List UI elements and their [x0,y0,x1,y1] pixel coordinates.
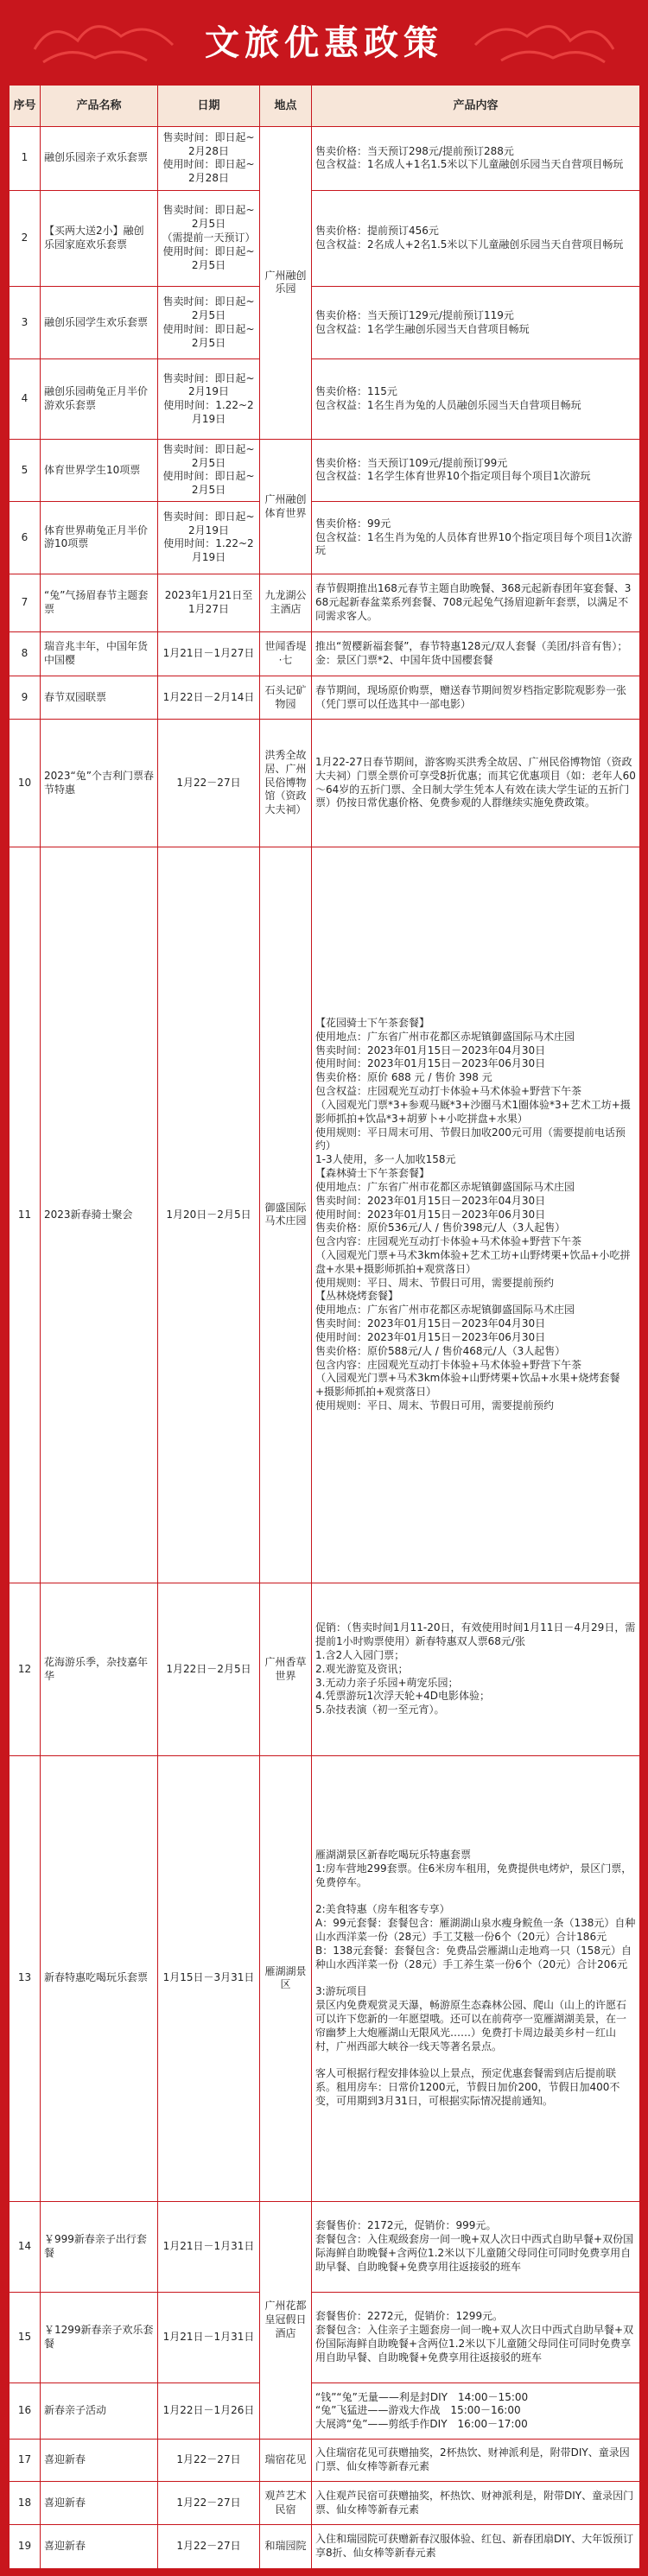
product-content: 入住和瑞园院可获赠新春汉服体验、红包、新春团扇DIY、大年饭预订享8折、仙女棒等新春元素 [312,2525,640,2569]
column-header-date: 日期 [158,86,260,127]
product-date: 售卖时间：即日起~2月5日 使用时间：即日起~2月5日 [158,439,260,501]
table-row [10,1583,640,1756]
product-date: 1月22－27日 [158,720,260,847]
header-banner [0,0,648,86]
row-number: 1 [10,127,41,191]
product-date: 售卖时间：即日起~2月5日 使用时间：即日起~2月5日 [158,287,260,359]
product-content: 售卖价格：当天预订129元/提前预订119元 包含权益：1名学生融创乐园当天自营项目畅玩 [312,287,640,359]
product-content: “钱”“兔”无量——利是封DIY 14:00－15:00 “兔”飞猛进——游戏大作战 15:00－16:00 大展鸿“兔”——剪纸手作DIY 16:00－17:00 [312,2383,640,2440]
product-name: 体育世界萌兔正月半价游10项票 [41,501,158,574]
product-name: 2023新春骑士聚会 [41,847,158,1583]
product-date: 售卖时间：即日起~2月19日 使用时间：1.22~2月19日 [158,359,260,440]
row-number: 19 [10,2525,41,2569]
row-number: 13 [10,1756,41,2202]
table-row [10,2292,640,2382]
product-location: 世闻香堤·七 [260,632,312,676]
product-date: 1月22日－2月14日 [158,676,260,720]
column-header-content: 产品内容 [312,86,640,127]
product-name: 融创乐园亲子欢乐套票 [41,127,158,191]
table-row [10,2201,640,2292]
product-location: 九龙湖公主酒店 [260,574,312,632]
product-content: 售卖价格：115元 包含权益：1名生肖为兔的人员融创乐园当天自营项目畅玩 [312,359,640,440]
row-number: 12 [10,1583,41,1756]
table-row [10,574,640,632]
product-date: 1月22－27日 [158,2525,260,2569]
product-date: 1月21日－1月31日 [158,2201,260,2292]
product-location: 石头记矿物园 [260,676,312,720]
row-number: 16 [10,2383,41,2440]
product-name: 【买两大送2小】融创乐园家庭欢乐套票 [41,190,158,287]
product-content: 入住瑞宿花见可获赠抽奖，2杯热饮、财神派利是，附带DIY、童录因门票、仙女棒等新春元素 [312,2440,640,2481]
product-location: 御盛国际马术庄园 [260,847,312,1583]
product-location: 广州融创体育世界 [260,439,312,574]
product-content: 雁湖湖景区新春吃喝玩乐特惠套票 1:房车营地299套票。住6米房车租用，免费提供电烤炉，景区门票，免费停车。 2:美食特惠（房车租客专享） A：99元套餐：套餐包含：雁湖湖山泉水瘦身鲩鱼一条（138元）自种山水西洋菜一份（28元）手工艾糍一份6个（20元）合计186元 B：138元套餐：套餐包含：免费品尝雁湖山走地鸡一只（158元）自种山水西洋菜一份（28元）手工养生菜一份6个（20元）合计206元 3:游玩项目 景区内免费观赏灵天瀑，畅游原生态森林公园、爬山（山上的许愿石可以许下您新的一年愿望哦。还可以在前荷亭一览雁湖湖美景，在一帘幽梦上大炮雁湖山无限风光……）免费打卡周边最美乡村－红山村，广州西部大峡谷一线天等著名景点。 客人可根据行程安排体验以上景点，预定优惠套餐需到店后提前联系。租用房车：日常价1200元，节假日加价200，节假日加400不变，可用期到3月31日，可根据实际情况提前通知。 [312,1756,640,2202]
row-number: 5 [10,439,41,501]
product-date: 1月15日－3月31日 [158,1756,260,2202]
product-location: 雁湖湖景区 [260,1756,312,2202]
product-name: “兔”气扬眉春节主题套票 [41,574,158,632]
table-row [10,501,640,574]
table-row [10,287,640,359]
product-location: 和瑞园院 [260,2525,312,2569]
product-content: 售卖价格：当天预订298元/提前预订288元 包含权益：1名成人+1名1.5米以下儿童融创乐园当天自营项目畅玩 [312,127,640,191]
row-number: 10 [10,720,41,847]
product-name: 喜迎新春 [41,2440,158,2481]
table-row [10,359,640,440]
policy-table-wrapper [9,85,639,2569]
product-content: 促销：（售卖时间1月11-20日，有效使用时间1月11日－4月29日，需提前1小时购票使用）新春特惠双人票68元/张 1.含2人入园门票； 2.观光游览及资讯； 3.无动力亲子乐园+萌宠乐园； 4.凭票游玩1次浮天轮+4D电影体验； 5.杂技表演（初一至元宵）。 [312,1583,640,1756]
table-row [10,190,640,287]
table-row [10,2481,640,2525]
product-date: 1月20日－2月5日 [158,847,260,1583]
row-number: 14 [10,2201,41,2292]
product-content: 【花园骑士下午茶套餐】 使用地点：广东省广州市花都区赤坭镇御盛国际马术庄园 售卖时间：2023年01月15日－2023年04月30日 使用时间：2023年01月15日－2023年06月30日 售卖价格：原价 688 元 / 售价 398 元 包含权益：庄园观光互动打卡体验+马术体验+野营下午茶 （入园观光门票*3+参观马厩*3+沙圈马术1圈体验*3+艺术工坊+摄影师抓拍+饮品*3+胡萝卜+小吃拼盘+水果） 使用规则：平日周末可用、节假日加收200元可用（需要提前电话预约） 1-3人使用，多一人加收158元 【森林骑士下午茶套餐】 使用地点：广东省广州市花都区赤坭镇御盛国际马术庄园 售卖时间：2023年01月15日－2023年04月30日 使用时间：2023年01月15日－2023年06月30日 售卖价格：原价536元/人 / 售价398元/人（3人起售） 包含内容：庄园观光互动打卡体验+马术体验+野营下午茶 （入园观光门票+马术3km体验+艺术工坊+山野烤栗+饮品+小吃拼盘+水果+摄影师抓拍+观赏落日） 使用规则：平日、周末、节假日可用，需要提前预约 【丛林烧烤套餐】 使用地点：广东省广州市花都区赤坭镇御盛国际马术庄园 售卖时间：2023年01月15日－2023年04月30日 使用时间：2023年01月15日－2023年06月30日 售卖价格：原价588元/人 / 售价468元/人（3人起售） 包含内容：庄园观光互动打卡体验+马术体验+野营下午茶 （入园观光门票+马术3km体验+山野烤栗+饮品+水果+烧烤套餐+摄影师抓拍+观赏落日） 使用规则：平日、周末、节假日可用，需要提前预约 [312,847,640,1583]
product-content: 套餐售价：2272元，促销价：1299元。 套餐包含：入住亲子主题套房一间一晚+双人次日中西式自助早餐+双份国际海鲜自助晚餐+含两位1.2米以下儿童随父母同住可同时免费享用自助早餐、自助晚餐+免费享用往返接驳的班车 [312,2292,640,2382]
product-date: 售卖时间：即日起~2月28日 使用时间：即日起~2月28日 [158,127,260,191]
table-row [10,127,640,191]
table-row [10,2383,640,2440]
product-location: 洪秀全故居、广州民俗博物馆（资政大夫祠） [260,720,312,847]
product-name: 融创乐园学生欢乐套票 [41,287,158,359]
table-row [10,439,640,501]
row-number: 7 [10,574,41,632]
product-name: 2023“兔”个吉利门票春节特惠 [41,720,158,847]
product-date: 2023年1月21日至1月27日 [158,574,260,632]
row-number: 18 [10,2481,41,2525]
product-content: 售卖价格：提前预订456元 包含权益：2名成人+2名1.5米以下儿童融创乐园当天自营项目畅玩 [312,190,640,287]
page-title: 文旅优惠政策 [205,23,443,63]
product-location: 广州香草世界 [260,1583,312,1756]
product-name: 喜迎新春 [41,2525,158,2569]
row-number: 11 [10,847,41,1583]
product-name: 花海游乐季，杂技嘉年华 [41,1583,158,1756]
product-content: 售卖价格：当天预订109元/提前预订99元 包含权益：1名学生体育世界10个指定项目每个项目1次游玩 [312,439,640,501]
product-name: 瑞音兆丰年，中国年货中国樱 [41,632,158,676]
product-date: 1月21日－1月27日 [158,632,260,676]
table-row [10,720,640,847]
row-number: 8 [10,632,41,676]
product-content: 1月22-27日春节期间，游客购买洪秀全故居、广州民俗博物馆（资政大夫祠）门票全票价可享受8折优惠；而其它优惠项目（如：老年人60～64岁的五折门票、全日制大学生凭本人有效在读大学生证的五折门票）仍按日常优惠价格、免费参观的人群继续实施免费政策。 [312,720,640,847]
product-name: 春节双园联票 [41,676,158,720]
row-number: 2 [10,190,41,287]
product-name: 体育世界学生10项票 [41,439,158,501]
table-row [10,676,640,720]
row-number: 4 [10,359,41,440]
column-header-location: 地点 [260,86,312,127]
product-content: 推出“贺樱新福套餐”，春节特惠128元/双人套餐（美团/抖音有售）；金：景区门票*2、中国年货中国樱套餐 [312,632,640,676]
table-row [10,2440,640,2481]
product-name: 新春特惠吃喝玩乐套票 [41,1756,158,2202]
product-location: 观芦艺术民宿 [260,2481,312,2525]
product-location: 瑞宿花见 [260,2440,312,2481]
product-content: 入住观芦民宿可获赠抽奖，杯热饮、财神派利是，附带DIY、童录因门票、仙女棒等新春元素 [312,2481,640,2525]
product-location: 广州融创乐园 [260,127,312,440]
product-name: 新春亲子活动 [41,2383,158,2440]
product-content: 套餐售价：2172元，促销价：999元。 套餐包含：入住观级套房一间一晚+双人次日中西式自助早餐+双份国际海鲜自助晚餐+含两位1.2米以下儿童随父母同住可同时免费享用自助早餐、自助晚餐+免费享用往返接驳的班车 [312,2201,640,2292]
product-content: 春节假期推出168元春节主题自助晚餐、368元起新春团年宴套餐、368元起新春盆菜系列套餐、708元起兔气扬眉迎新年套票，以满足不同需求客人。 [312,574,640,632]
product-content: 春节期间，现场原价购票，赠送春节期间贺岁档指定影院观影券一张（凭门票可以任选其中一部电影） [312,676,640,720]
column-header-name: 产品名称 [41,86,158,127]
table-row [10,847,640,1583]
product-location: 广州花都皇冠假日酒店 [260,2201,312,2440]
row-number: 17 [10,2440,41,2481]
product-name: 融创乐园萌兔正月半价游欢乐套票 [41,359,158,440]
product-date: 1月22日－1月26日 [158,2383,260,2440]
table-row [10,1756,640,2202]
row-number: 3 [10,287,41,359]
column-header-no: 序号 [10,86,41,127]
product-date: 售卖时间：即日起~2月5日 （需提前一天预订） 使用时间：即日起~2月5日 [158,190,260,287]
product-date: 1月22－27日 [158,2440,260,2481]
row-number: 9 [10,676,41,720]
product-content: 售卖价格：99元 包含权益：1名生肖为兔的人员体育世界10个指定项目每个项目1次游玩 [312,501,640,574]
row-number: 6 [10,501,41,574]
product-date: 1月22日－2月5日 [158,1583,260,1756]
product-name: ￥1299新春亲子欢乐套餐 [41,2292,158,2382]
product-date: 1月21日－1月31日 [158,2292,260,2382]
table-row [10,632,640,676]
row-number: 15 [10,2292,41,2382]
table-row [10,2525,640,2569]
product-name: ￥999新春亲子出行套餐 [41,2201,158,2292]
product-date: 售卖时间：即日起~2月19日 使用时间：1.22~2月19日 [158,501,260,574]
table-header-row [10,86,640,127]
product-name: 喜迎新春 [41,2481,158,2525]
product-date: 1月22－27日 [158,2481,260,2525]
policy-table [9,85,640,2569]
